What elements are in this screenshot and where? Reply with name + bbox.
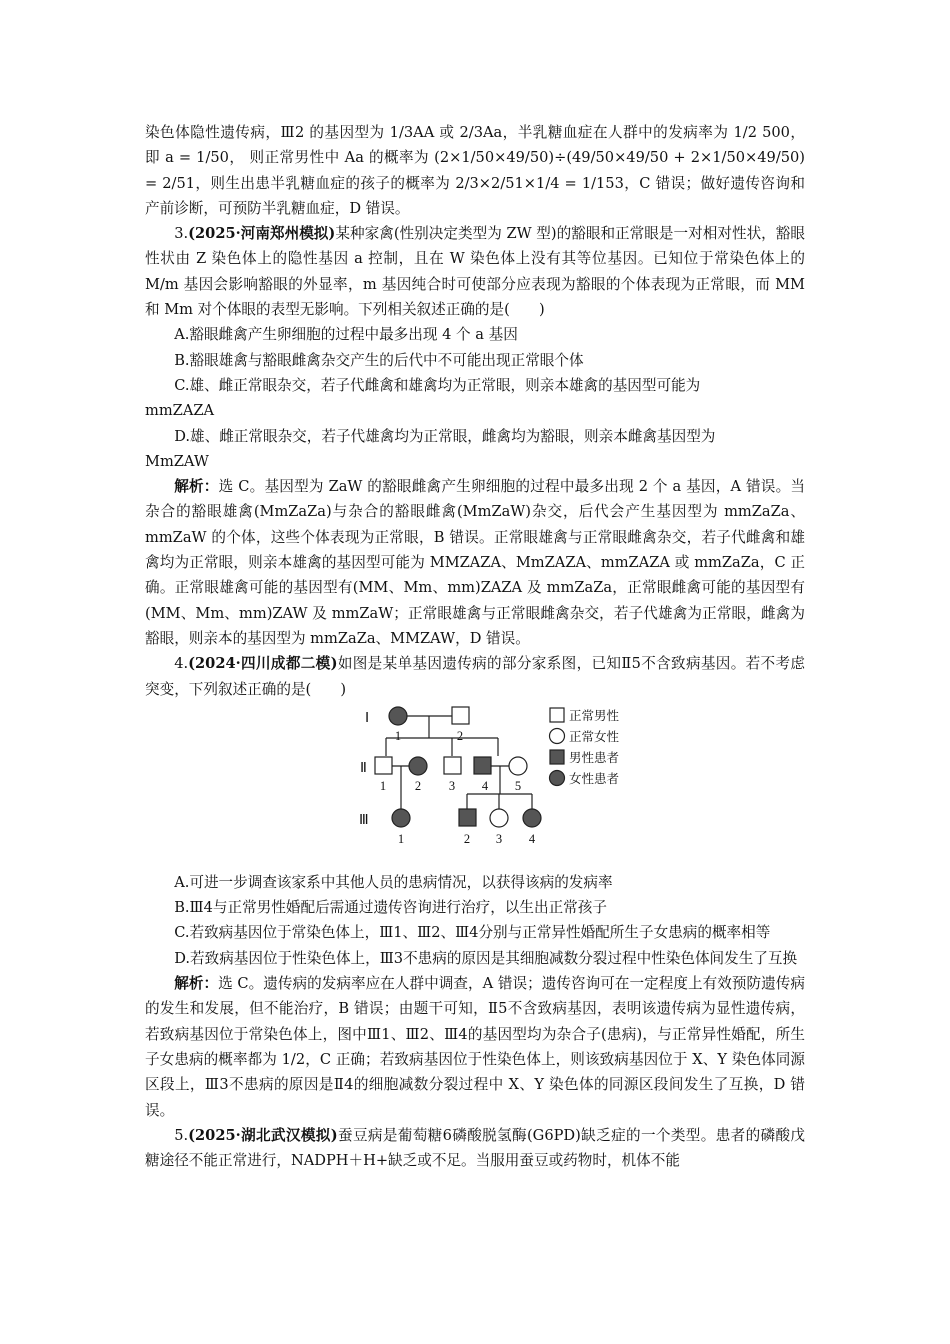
legend-affected-female-symbol [550,770,565,785]
question-4-source: (2024·四川成都二模) [188,655,338,673]
pedigree-chart [145,704,805,866]
pedigree-III1-affected-female [392,809,410,827]
pedigree-number: 4 [528,831,536,846]
gen-label-I: Ⅰ [365,710,370,726]
question-3-option-a: A.豁眼雌禽产生卵细胞的过程中最多出现 4 个 a 基因 [174,326,518,344]
legend-affected-male-symbol [550,750,564,764]
question-4-stem: 4.(2024·四川成都二模)如图是某单基因遗传病的部分家系图，已知Ⅱ5不含致病基因。若不考虑突变，下列叙述正确的是( ) [145,655,805,698]
pedigree-III3-normal-female [490,809,508,827]
pedigree-II1-normal-male [375,757,392,774]
pedigree-II5-normal-female [509,757,527,775]
pedigree-number: 4 [481,778,489,793]
pedigree-II3-normal-male [444,757,461,774]
pedigree-number: 3 [448,778,456,793]
question-4-option-b: B.Ⅲ4与正常男性婚配后需通过遗传咨询进行治疗，以生出正常孩子 [174,899,607,917]
question-4-option-a: A.可进一步调查该家系中其他人员的患病情况，以获得该病的发病率 [174,873,613,891]
question-3-source: (2025·河南郑州模拟) [188,225,336,243]
question-5-stem: 5.(2025·湖北武汉模拟)蚕豆病是葡萄糖6磷酸脱氢酶(G6PD)缺乏症的一个类型。患者的磷酸戊糖途径不能正常进行，NADPH＋H+缺乏或不足。当服用蚕豆或药物时，机体不能 [145,1126,805,1170]
pedigree-number: 5 [514,778,522,793]
pedigree-I2-normal-male [452,707,469,724]
pedigree-figure [145,704,805,866]
legend-label: 男性患者 [569,749,620,765]
legend-normal-female-symbol [550,728,565,743]
question-4-option-d: D.若致病基因位于性染色体上，Ⅲ3不患病的原因是其细胞减数分裂过程中性染色体间发生了互换 [174,949,798,967]
question-3-option-c: C.雄、雌正常眼杂交，若子代雌禽和雄禽均为正常眼，则亲本雄禽的基因型可能为 mmZAZA [145,376,701,420]
gen-label-III: Ⅲ [359,812,369,828]
pedigree-II4-affected-male [474,757,491,774]
question-4-option-c: C.若致病基因位于常染色体上，Ⅲ1、Ⅲ2、Ⅲ4分别与正常异性婚配所生子女患病的概率相等 [174,924,771,942]
legend-normal-male-symbol [550,708,564,722]
question-3-analysis: 解析：选 C。基因型为 ZaW 的豁眼雌禽产生卵细胞的过程中最多出现 2 个 a 基因，A 错误。当杂合的豁眼雄禽(MmZaZa)与杂合的豁眼雌禽(MmZaW)杂交，后代会产生基因型为 mmZaZa、mmZaW 的个体，这些个体表现为正常眼，B 错误。正常眼雄禽与正常眼雌禽杂交，若子代雌禽和雄禽均为正常眼，则亲本雄禽的基因型可能为 MMZAZA、MmZAZA、mmZAZA 或 mmZaZa，C 正确。正常眼雄禽可能的基因型有(MM、Mm、mm)ZAZA 及 mmZaZa，正常眼雌禽可能的基因型有(MM、Mm、mm)ZAW 及 mmZaW；正常眼雄禽与正常眼雌禽杂交，若子代雄禽为正常眼，雌禽为豁眼，则亲本的基因型为 mmZaZa、MMZAW，D 错误。 [145,478,805,647]
question-3-stem: 3.(2025·河南郑州模拟)某种家禽(性别决定类型为 ZW 型)的豁眼和正常眼是一对相对性状，豁眼性状由 Z 染色体上的隐性基因 a 控制，且在 W 染色体上没有其等位基因。已知位于常染色体上的 M/m 基因会影响豁眼的外显率，m 基因纯合时可使部分应表现为豁眼的个体表现为正常眼，而 MM 和 Mm 对个体眼的表型无影响。下列相关叙述正确的是( ) [145,225,806,319]
legend-label: 女性患者 [569,770,620,786]
legend-label: 正常女性 [569,728,620,744]
pedigree-number: 1 [379,778,387,793]
pedigree-number: 1 [397,831,405,846]
question-3-option-b: B.豁眼雄禽与豁眼雌禽杂交产生的后代中不可能出现正常眼个体 [174,351,584,369]
pedigree-III4-affected-female [523,809,541,827]
pedigree-number: 3 [495,831,503,846]
pedigree-number: 2 [456,728,464,743]
pedigree-number: 1 [394,728,402,743]
question-4-analysis: 解析：选 C。遗传病的发病率应在人群中调查，A 错误；遗传咨询可在一定程度上有效预防遗传病的发生和发展，但不能治疗，B 错误；由题干可知，Ⅱ5不含致病基因，表明该遗传病为显性遗传病，若致病基因位于常染色体上，图中Ⅲ1、Ⅲ2、Ⅲ4的基因型均为杂合子(患病)，与正常异性婚配，所生子女患病的概率都为 1/2，C 正确；若致病基因位于性染色体上，则该致病基因位于 X、Y 染色体同源区段上，Ⅲ3不患病的原因是Ⅱ4的细胞减数分裂过程中 X、Y 染色体的同源区段间发生了互换，D 错误。 [145,975,805,1119]
gen-label-II: Ⅱ [360,760,367,776]
question-3-option-d: D.雄、雌正常眼杂交，若子代雄禽均为正常眼，雌禽均为豁眼，则亲本雌禽基因型为 MmZAW [145,427,716,470]
previous-analysis-continuation: 染色体隐性遗传病，Ⅲ2 的基因型为 1/3AA 或 2/3Aa，半乳糖血症在人群中的发病率为 1/2 500， 即 a = 1/50， 则正常男性中 Aa 的概率为 (2×1/50×49/50)÷(49/50×49/50 + 2×1/50×49/50) = 2/51，则生出患半乳糖血症的孩子的概率为 2/3×2/51×1/4 = 1/153，C 错误；做好遗传咨询和产前诊断，可预防半乳糖血症，D 错误。 [145,124,805,217]
pedigree-number: 2 [414,778,422,793]
pedigree-III2-affected-male [459,809,476,826]
legend-label: 正常男性 [569,707,620,723]
document-page [145,120,805,1173]
pedigree-number: 2 [463,831,471,846]
question-5-source: (2025·湖北武汉模拟) [188,1126,338,1144]
pedigree-II2-affected-female [409,757,427,775]
pedigree-I1-affected-female [389,707,407,725]
